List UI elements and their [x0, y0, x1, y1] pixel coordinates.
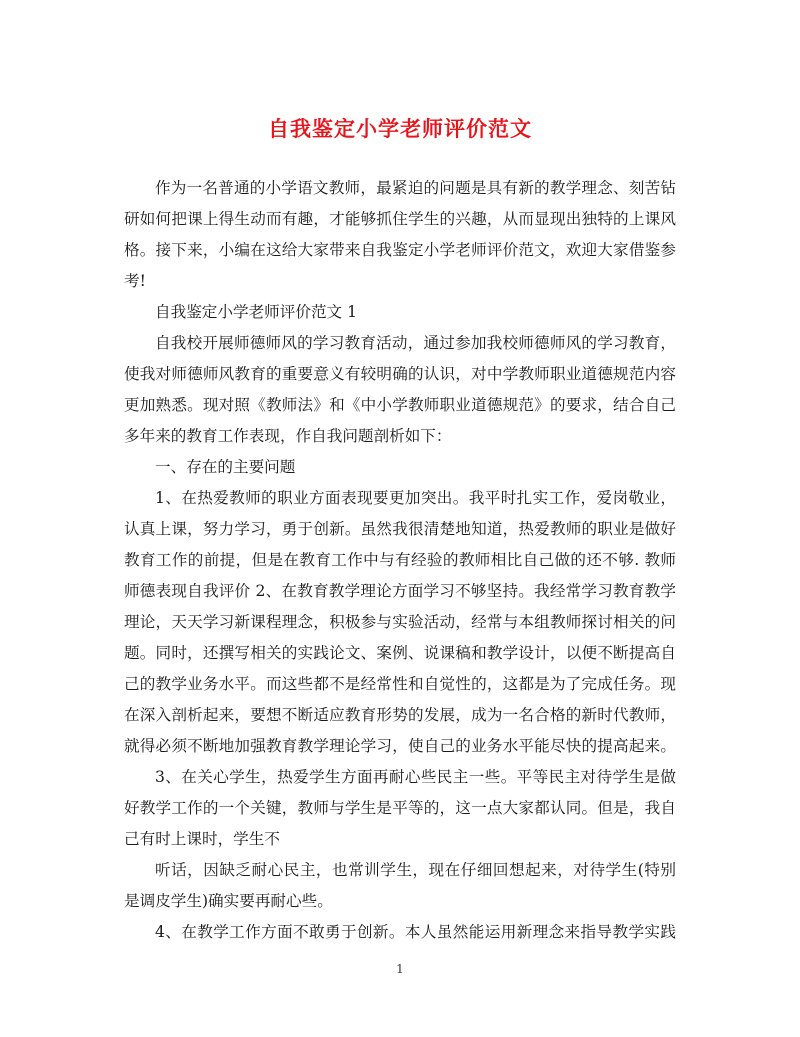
paragraph-line: 己有时上课时，学生不 — [124, 830, 280, 848]
paragraph-line: 自我校开展师德师风的学习教育活动，通过参加我校师德师风的学习教育， — [155, 334, 676, 352]
paragraph-line: 理论，天天学习新课程理念，积极参与实验活动，经常与本组教师探讨相关的问 — [124, 613, 676, 631]
paragraph-line: 在深入剖析起来，要想不断适应教育形势的发展，成为一名合格的新时代教师， — [124, 706, 676, 724]
paragraph-line: 教育工作的前提，但是在教育工作中与有经验的教师相比自己做的还不够. 教师 — [124, 551, 676, 569]
paragraph-line: 听话，因缺乏耐心民主，也常训学生，现在仔细回想起来，对待学生(特别 — [155, 861, 676, 879]
page-number: 1 — [396, 962, 404, 976]
paragraph-line: 3、在关心学生，热爱学生方面再耐心些民主一些。平等民主对待学生是做 — [155, 768, 676, 786]
paragraph-line: 是调皮学生)确实要再耐心些。 — [124, 892, 333, 910]
paragraph-line: 好教学工作的一个关键，教师与学生是平等的，这一点大家都认同。但是，我自 — [124, 799, 676, 817]
paragraph-line: 1、在热爱教师的职业方面表现要更加突出。我平时扎实工作，爱岗敬业， — [155, 489, 676, 507]
paragraph-line: 就得必须不断地加强教育教学理论学习，使自己的业务水平能尽快的提高起来。 — [124, 737, 676, 755]
paragraph-line: 师德表现自我评价 2、在教育教学理论方面学习不够坚持。我经常学习教育教学 — [124, 582, 676, 600]
paragraph-line: 使我对师德师风教育的重要意义有较明确的认识，对中学教师职业道德规范内容 — [124, 365, 676, 383]
paragraph-line: 4、在教学工作方面不敢勇于创新。本人虽然能运用新理念来指导教学实践 — [155, 923, 676, 941]
paragraph-line: 认真上课，努力学习，勇于创新。虽然我很清楚地知道，热爱教师的职业是做好 — [124, 520, 676, 538]
paragraph-line: 考! — [124, 272, 146, 290]
paragraph-line: 题。同时，还撰写相关的实践论文、案例、说课稿和教学设计，以便不断提高自 — [124, 644, 676, 662]
paragraph-line: 格。接下来，小编在这给大家带来自我鉴定小学老师评价范文，欢迎大家借鉴参 — [124, 241, 676, 259]
section-heading: 自我鉴定小学老师评价范文 1 — [155, 303, 358, 321]
paragraph-line: 作为一名普通的小学语文教师，最紧迫的问题是具有新的教学理念、刻苦钻 — [155, 179, 676, 197]
document-title: 自我鉴定小学老师评价范文 — [268, 116, 532, 141]
paragraph-line: 研如何把课上得生动而有趣，才能够抓住学生的兴趣，从而显现出独特的上课风 — [124, 210, 676, 228]
paragraph-line: 更加熟悉。现对照《教师法》和《中小学教师职业道德规范》的要求，结合自己 — [124, 396, 676, 414]
paragraph-line: 多年来的教育工作表现，作自我问题剖析如下： — [124, 427, 452, 445]
section-heading: 一、存在的主要问题 — [155, 458, 296, 476]
paragraph-line: 己的教学业务水平。而这些都不是经常性和自觉性的，这都是为了完成任务。现 — [124, 675, 676, 693]
